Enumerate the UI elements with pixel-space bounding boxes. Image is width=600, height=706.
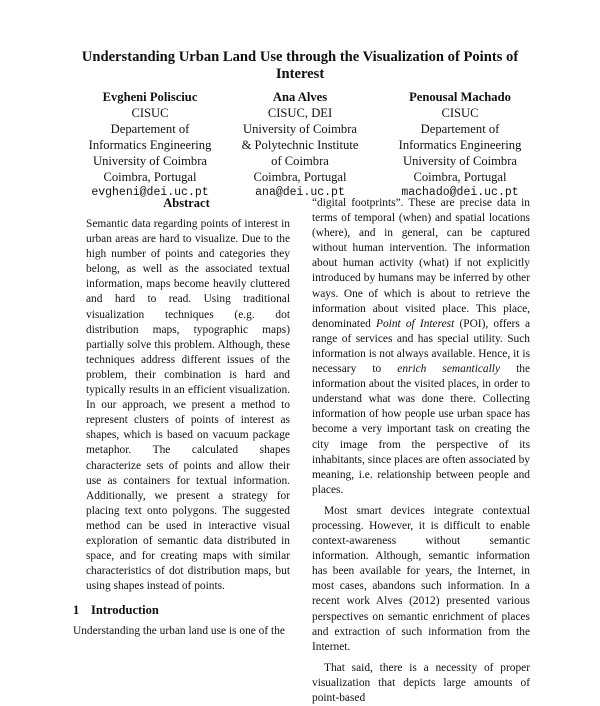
author-3 <box>372 89 548 201</box>
intro-paragraph: Understanding the urban land use is one of the <box>73 625 285 638</box>
author-email: machado@dei.uc.pt <box>401 186 519 199</box>
author-name: Penousal Machado <box>409 90 511 104</box>
author-affiliation-line: & Polytechnic Institute <box>241 138 359 152</box>
author-affiliation-line: University of Coimbra <box>242 122 358 136</box>
paragraph-text: (POI), offers a range of services and has special utility. Such information is not always available. Hence, it is necessary to <box>312 317 531 376</box>
author-2 <box>212 89 388 201</box>
abstract-heading: Abstract <box>163 196 210 210</box>
author-name: Ana Alves <box>272 90 328 104</box>
author-affiliation-line: University of Coimbra <box>402 154 518 168</box>
paper-title: Understanding Urban Land Use through the Visualization of Points of Interest <box>81 49 519 82</box>
term-enrich-semantically: enrich semantically <box>397 363 501 376</box>
author-affiliation-line: Coimbra, Portugal <box>413 170 507 184</box>
abstract-text: Semantic data regarding points of interest in urban areas are hard to visualize. Due to the high number of points and categories they belong, as well as the associated textual information, maps become heavily cluttered and hard to read. Using traditional visualization techniques (e.g. dot distribution maps, typographic maps) partially solve this problem. Although, these techniques address different issues of the problem, their combination is hard and typically results in an efficient visualization. In our approach, we present a method to represent clusters of points of interest as shapes, which is based on vacuum package metaphor. The calculated shapes characterize sets of points and allow their use as containers for textual information. Additionally, we present a strategy for placing text onto polygons. The suggested method can be used in interactive visual exploration of semantic data distributed in space, and for creating maps with similar characteristics of dot distribution maps, but using shapes instead of points. <box>86 218 290 593</box>
section-heading <box>73 603 300 618</box>
author-affiliation-line: Departement of <box>110 122 190 136</box>
body-paragraph <box>312 196 530 498</box>
author-affiliation-line: CISUC <box>131 106 169 120</box>
author-affiliation-line: CISUC, DEI <box>267 106 333 120</box>
author-email: ana@dei.uc.pt <box>255 186 345 199</box>
section-number: 1 <box>73 603 80 618</box>
paragraph-text: the information about the visited places, in order to understand what was done there. Collecting information of how people use urban space has become a very important task on creating the city image from the perspective of its inhabitants, since places are often associated by meaning, i.e. relationship between people and places. <box>312 363 530 496</box>
body-paragraph: That said, there is a necessity of proper visualization that depicts large amounts of point-based <box>312 661 530 704</box>
paragraph-text: “digital footprints”. These are precise data in terms of temporal (when) and spatial locations (where), and in general, can be captured without human intervention. The information about human activity (what) if not explicitly introduced by humans may be inferred by other ways. One of which is about to retrieve the information about visited place. This place, denominated <box>312 197 530 330</box>
author-affiliation-line: CISUC <box>441 106 479 120</box>
right-column <box>312 196 530 706</box>
author-name: Evgheni Polisciuc <box>102 90 198 104</box>
author-affiliation-line: Informatics Engineering <box>88 138 212 152</box>
author-affiliation-line: Departement of <box>420 122 500 136</box>
author-affiliation-line: Informatics Engineering <box>398 138 522 152</box>
author-affiliation-line: University of Coimbra <box>92 154 208 168</box>
author-affiliation-line: of Coimbra <box>271 154 329 168</box>
section-title: Introduction <box>91 603 159 618</box>
author-affiliation-line: Coimbra, Portugal <box>253 170 347 184</box>
author-affiliation-line: Coimbra, Portugal <box>103 170 197 184</box>
left-column <box>73 196 300 639</box>
body-paragraph: Most smart devices integrate contextual processing. However, it is difficult to enable context-awareness without semantic information. Although, semantic information has been available for years, the Internet, in most cases, abandons such information. In a recent work Alves (2012) presented various perspectives on semantic enrichment of places and extraction of such information from the Internet. <box>312 504 530 653</box>
author-email: evgheni@dei.uc.pt <box>91 186 209 199</box>
term-point-of-interest: Point of Interest <box>376 317 455 330</box>
